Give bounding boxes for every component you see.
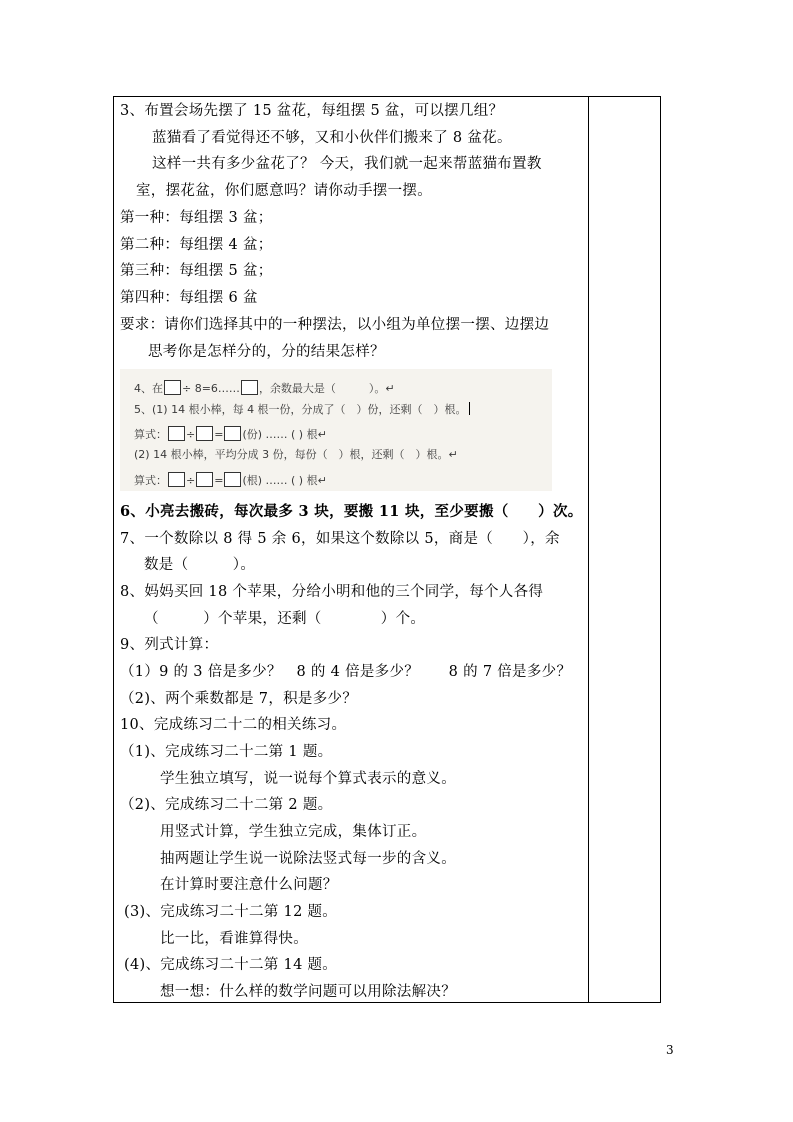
- image-q4-text: ，余数最大是（ ）。↵: [258, 382, 395, 395]
- text-line: 想一想：什么样的数学问题可以用除法解决？: [160, 984, 456, 1000]
- formula-unit: (根) …… ( ) 根↵: [242, 474, 327, 487]
- division-sign: ÷: [186, 474, 196, 487]
- image-formula-1-line: [134, 426, 327, 442]
- formula-unit: (份) …… ( ) 根↵: [242, 428, 327, 441]
- image-formula-2-line: [134, 472, 327, 488]
- image-q5-1-text: 5、(1) 14 根小棒，每 4 根一份，分成了（ ）份，还剩（ ）根。: [134, 403, 467, 416]
- text-line: 这样一共有多少盆花了？ 今天，我们就一起来帮蓝猫布置教: [152, 156, 542, 172]
- blank-box: [224, 472, 241, 487]
- formula-label: 算式：: [134, 428, 167, 441]
- option-2-line: 第二种：每组摆 4 盆；: [120, 237, 273, 253]
- equals-sign: =: [214, 474, 224, 487]
- page-number: 3: [666, 1043, 674, 1057]
- option-1-line: 第一种：每组摆 3 盆；: [120, 210, 273, 226]
- text-line: 学生独立填写，说一说每个算式表示的意义。: [160, 771, 456, 787]
- formula-label: 算式：: [134, 474, 167, 487]
- question-8-line: 8、妈妈买回 18 个苹果，分给小明和他的三个同学，每个人各得: [120, 584, 544, 600]
- image-q5-1-line: [134, 402, 470, 417]
- division-sign: ÷: [186, 428, 196, 441]
- blank-box: [241, 380, 258, 395]
- text-line: 在计算时要注意什么问题？: [160, 877, 338, 893]
- option-3-line: 第三种：每组摆 5 盆；: [120, 263, 273, 279]
- text-line: 室，摆花盆，你们愿意吗？请你动手摆一摆。: [136, 183, 432, 199]
- question-10-line: 10、完成练习二十二的相关练习。: [120, 717, 347, 733]
- blank-box: [168, 426, 185, 441]
- question-10-part-4: (4)、完成练习二十二第 14 题。: [124, 957, 338, 973]
- question-3-line: 3、布置会场先摆了 15 盆花，每组摆 5 盆，可以摆几组？: [120, 103, 504, 119]
- blank-box: [196, 472, 213, 487]
- question-9-part-2: （2)、两个乘数都是 7，积是多少？: [120, 691, 358, 707]
- image-q4-text: 4、在: [134, 382, 163, 395]
- image-q4-text: ÷ 8=6……: [182, 382, 240, 395]
- question-7-line-2: 数是（ ）。: [144, 557, 256, 573]
- text-line: 蓝猫看了看觉得还不够，又和小伙伴们搬来了 8 盆花。: [152, 130, 512, 146]
- blank-box: [196, 426, 213, 441]
- image-q5-2-line: (2) 14 根小棒，平均分成 3 份，每份（ ）根，还剩（ ）根。↵: [134, 448, 458, 461]
- image-q4-line: [134, 380, 395, 396]
- question-9-line: 9、列式计算：: [120, 637, 219, 653]
- blank-box: [168, 472, 185, 487]
- text-line: 用竖式计算，学生独立完成，集体订正。: [160, 824, 427, 840]
- question-10-part-1: （1)、完成练习二十二第 1 题。: [120, 744, 333, 760]
- text-line: 比一比，看谁算得快。: [160, 931, 308, 947]
- text-line: 抽两题让学生说一说除法竖式每一步的含义。: [160, 851, 456, 867]
- requirement-line-2: 思考你是怎样分的，分的结果怎样？: [148, 344, 385, 360]
- text-cursor-icon: [469, 402, 471, 415]
- question-9-part-1: （1）9 的 3 倍是多少？ 8 的 4 倍是多少？ 8 的 7 倍是多少？: [120, 664, 572, 680]
- question-8-line-2: （ ）个苹果，还剩（ ）个。: [144, 611, 426, 627]
- question-7-line: 7、一个数除以 8 得 5 余 6，如果这个数除以 5，商是（ ），余: [120, 531, 560, 547]
- table-column-divider: [588, 96, 589, 1003]
- embedded-exercise-image: [120, 369, 552, 491]
- requirement-line: 要求：请你们选择其中的一种摆法，以小组为单位摆一摆、边摆边: [120, 317, 550, 333]
- question-10-part-3: (3)、完成练习二十二第 12 题。: [124, 904, 338, 920]
- option-4-line: 第四种：每组摆 6 盆: [120, 290, 258, 306]
- question-6-line: 6、小亮去搬砖，每次最多 3 块，要搬 11 块，至少要搬（ ）次。: [120, 503, 583, 520]
- equals-sign: =: [214, 428, 224, 441]
- blank-box: [164, 380, 181, 395]
- question-10-part-2: （2)、完成练习二十二第 2 题。: [120, 797, 333, 813]
- blank-box: [224, 426, 241, 441]
